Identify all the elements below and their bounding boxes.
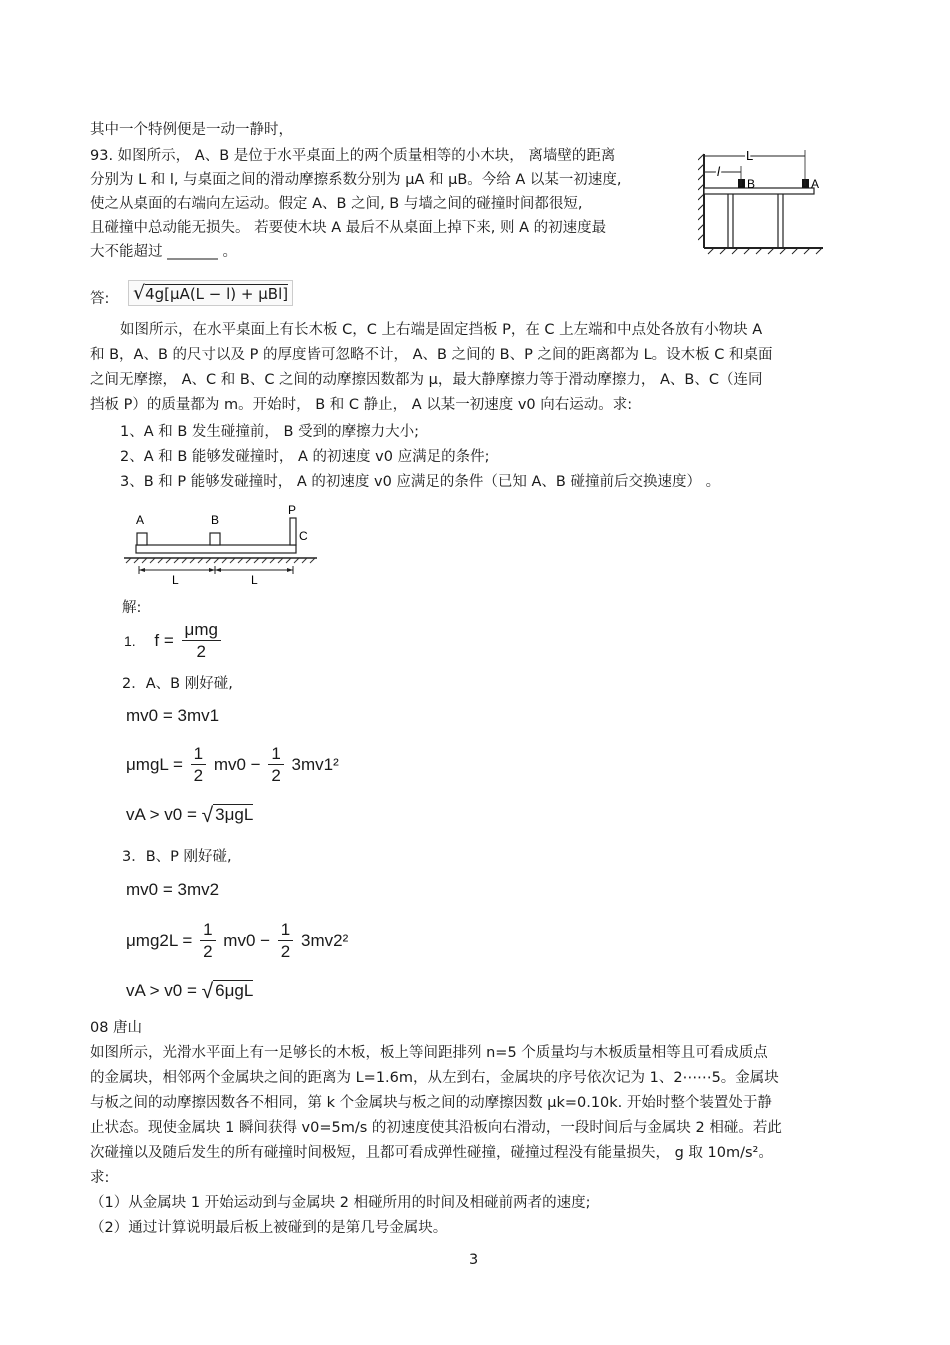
step1-prefix: 1. [124, 632, 136, 649]
dim-label-l1: L [172, 573, 179, 587]
p3-source: 08 唐山 [90, 1020, 143, 1036]
fig2-label-p: P [288, 503, 297, 517]
eq-result-3 [126, 980, 253, 1004]
barrier-p [290, 518, 296, 545]
energy2-half-b: $\frac{1}{2}$ [268, 744, 283, 787]
fig2-label-a: A [136, 513, 145, 527]
fig2-label-c: C [299, 529, 308, 543]
p93-line-5: 大不能超过 _______ 。 [90, 244, 237, 260]
answer-sqrt-sign: √ [133, 282, 146, 304]
step1-den: 2 [196, 642, 206, 661]
sqrt-icon: √ [201, 804, 214, 827]
label-b: B [747, 177, 756, 191]
label-big-l: L [746, 148, 754, 163]
energy2-lhs: μmgL = [126, 754, 183, 774]
p93-answer-formula [128, 280, 293, 306]
energy3-tail: 3mv2² [301, 930, 349, 950]
step1-fraction [182, 620, 221, 663]
energy3-lhs: μmg2L = [126, 930, 193, 950]
p93-line-1: 93. 如图所示， A、B 是位于水平桌面上的两个质量相等的小木块， 离墙壁的距离 [90, 148, 616, 164]
step1-lhs: f = [154, 630, 174, 650]
p93-line-4: 且碰撞中总动能无损失。 若要使木块 A 最后不从桌面上掉下来, 则 A 的初速度最 [90, 220, 607, 236]
block-a [802, 179, 809, 188]
answer-radicand: 4g[μA(L − l) + μBl] [145, 285, 289, 303]
p3-line-6: 求: [90, 1170, 110, 1186]
eq-momentum-3: mv0 = 3mv2 [126, 880, 220, 899]
energy3-half-b: $\frac{1}{2}$ [278, 920, 293, 963]
eq-energy-2 [126, 744, 339, 787]
step2-heading: 2．A、B 刚好碰, [122, 676, 233, 692]
p2-line-1: 如图所示，在水平桌面上有长木板 C，C 上右端是固定挡板 P，在 C 上左端和中点处各放有小物块 A [120, 322, 763, 338]
p3-line-4: 止状态。现使金属块 1 瞬间获得 v0=5m/s 的初速度使其沿板向右滑动，一段时间后与金属块 2 相碰。若此 [90, 1120, 782, 1136]
table-top [704, 188, 814, 194]
p2-question-3: 3、B 和 P 能够发碰撞时， A 的初速度 v0 应满足的条件（已知 A、B 碰撞前后交换速度） 。 [120, 474, 721, 490]
p2-line-4: 挡板 P）的质量都为 m。开始时， B 和 C 静止， A 以某一初速度 v0 向右运动。求: [90, 397, 633, 413]
p3-question-2: （2）通过计算说明最后板上被碰到的是第几号金属块。 [90, 1220, 448, 1236]
p93-line-2: 分别为 L 和 l, 与桌面之间的滑动摩擦系数分别为 μA 和 μB。今给 A 以某一初速度, [90, 172, 622, 188]
p2-line-2: 和 B，A、B 的尺寸以及 P 的厚度皆可忽略不计， A、B 之间的 B、P 之间的距离都为 L。设木板 C 和桌面 [90, 347, 773, 363]
dim-label-l2: L [251, 573, 258, 587]
eq-result-2 [126, 804, 253, 828]
fig2-label-b: B [211, 513, 220, 527]
energy2-tail: 3mv1² [291, 754, 339, 774]
label-a: A [811, 177, 820, 191]
block-b [738, 179, 745, 188]
p2-question-2: 2、A 和 B 能够发碰撞时， A 的初速度 v0 应满足的条件; [120, 449, 490, 465]
solution-label: 解: [122, 600, 142, 616]
energy2-mid: mv0 − [213, 754, 261, 774]
solution-step-1 [124, 620, 224, 663]
result3-lhs: vA > v0 = [126, 981, 197, 1000]
step3-heading: 3．B、P 刚好碰, [122, 849, 232, 865]
p3-line-5: 次碰撞以及随后发生的所有碰撞时间极短，且都可看成弹性碰撞，碰撞过程没有能量损失， g 取 10m/s²。 [90, 1145, 773, 1161]
p3-line-2: 的金属块，相邻两个金属块之间的距离为 L=1.6m，从左到右，金属块的序号依次记为 1、2⋯⋯5。金属块 [90, 1070, 779, 1086]
p93-figure [698, 146, 833, 258]
step1-num: μmg [182, 620, 221, 641]
page-number: 3 [469, 1252, 479, 1268]
energy2-half-a: $\frac{1}{2}$ [191, 744, 206, 787]
block-a2 [137, 533, 147, 545]
p2-line-3: 之间无摩擦， A、C 和 B、C 之间的动摩擦因数都为 μ，最大静摩擦力等于滑动摩擦力， A、B、C（连同 [90, 372, 763, 388]
p3-line-1: 如图所示，光滑水平面上有一足够长的木板，板上等间距排列 n=5 个质量均与木板质量相等且可看成质点 [90, 1045, 768, 1061]
p3-line-3: 与板之间的动摩擦因数各不相同，第 k 个金属块与板之间的动摩擦因数 μk=0.10k. 开始时整个装置处于静 [90, 1095, 772, 1111]
eq-energy-3 [126, 920, 348, 963]
p2-question-1: 1、A 和 B 发生碰撞前， B 受到的摩擦力大小; [120, 424, 419, 440]
intro-line: 其中一个特例便是一动一静时， [90, 122, 293, 138]
board-c [136, 545, 296, 553]
sqrt-icon: √ [201, 980, 214, 1003]
label-small-l: l [717, 164, 720, 179]
result2-radicand: 3μgL [215, 805, 254, 824]
result2-lhs: vA > v0 = [126, 805, 197, 824]
p2-figure [122, 500, 322, 590]
energy3-mid: mv0 − [223, 930, 271, 950]
p93-line-3: 使之从桌面的右端向左运动。假定 A、B 之间, B 与墙之间的碰撞时间都很短, [90, 196, 583, 212]
eq-momentum-2: mv0 = 3mv1 [126, 706, 220, 725]
p3-question-1: （1）从金属块 1 开始运动到与金属块 2 相碰所用的时间及相碰前两者的速度; [90, 1195, 591, 1211]
result3-radicand: 6μgL [215, 981, 254, 1000]
block-b2 [210, 533, 220, 545]
p93-answer-label: 答: [90, 291, 110, 307]
energy3-half-a: $\frac{1}{2}$ [200, 920, 215, 963]
